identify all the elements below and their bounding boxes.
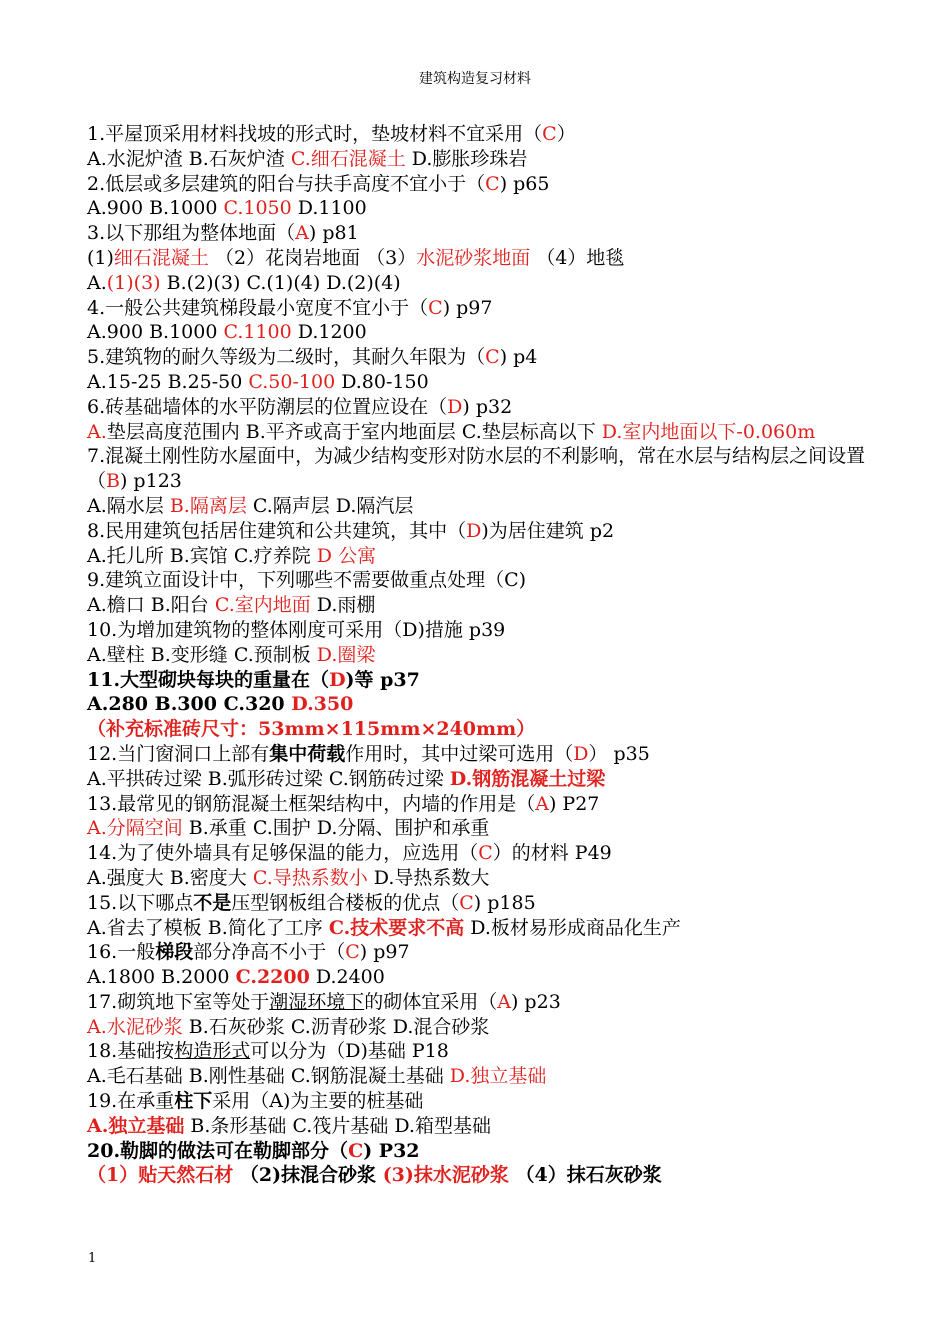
line-text: 10.为增加建筑物的整体刚度可采用（D)措施 p39 [87,618,506,641]
line-text: 12.当门窗洞口上部有 [87,742,270,765]
line-text: 8.民用建筑包括居住建筑和公共建筑，其中（ [87,519,467,542]
line-text: ) p81 [308,222,359,245]
text-line [87,717,872,742]
line-text: )为居住建筑 p2 [481,519,615,542]
line-text: A.280 B.300 C.320 [87,693,292,716]
line-text: B.石灰砂浆 C.沥青砂浆 D.混合砂浆 [182,1015,490,1038]
line-text: ) p4 [499,346,538,369]
answer-text: D [573,742,589,765]
answer-text: A [295,222,309,245]
line-text: 20.勒脚的做法可在勒脚部分（ [87,1139,349,1162]
line-text: B.(2)(3) C.(1)(4) D.(2)(4) [160,271,401,294]
answer-text: C [542,123,557,145]
answer-text: A. [87,420,107,443]
answer-text: C [459,891,474,914]
line-text: ) p65 [499,172,550,195]
line-text: D.板材易形成商品化生产 [464,916,681,939]
line-text: 1.平屋顶采用材料找坡的形式时，垫坡材料不宜采用（ [87,123,543,145]
line-text: (1) [87,246,114,269]
answer-text: D 公寓 [316,544,377,567]
text-line [87,792,872,817]
text-line [87,420,872,445]
answer-text: C.1100 [223,321,292,344]
text-line [87,345,872,370]
text-line [87,742,872,767]
answer-text: A.水泥砂浆 [87,1015,183,1038]
answer-text: C.技术要求不高 [328,916,465,939]
text-line [87,668,872,693]
line-text: （2）花岗岩地面 （3） [208,246,417,269]
line-text: 垫层高度范围内 B.平齐或高于室内地面层 C.垫层标高以下 [106,420,602,443]
line-text: 梯段 [155,941,194,964]
line-text: 可以分为（D)基础 P18 [250,1040,449,1063]
text-line [87,494,872,519]
document-body [87,122,872,1188]
line-text: ） [556,123,576,145]
line-text: ) p123 [119,470,182,493]
line-text: ) P27 [548,792,600,815]
answer-text: C.2200 [235,966,310,989]
answer-text: C.1050 [223,197,292,220]
text-line [87,444,872,494]
answer-text: D.独立基础 [449,1065,547,1088]
answer-text: B.隔离层 [169,494,247,517]
line-text: ) p23 [510,990,561,1013]
line-text: 19.在承重 [87,1090,175,1113]
text-line [87,271,872,296]
answer-text: D.钢筋混凝土过梁 [449,767,606,790]
line-text: 5.建筑物的耐久等级为二级时，其耐久年限为（ [87,346,486,369]
line-text: A.水泥炉渣 B.石灰炉渣 [87,147,291,170]
line-text: ) p97 [442,296,493,319]
line-text: A. [87,271,107,294]
line-text: 16.一般 [87,941,156,964]
line-text: 集中荷载 [269,742,346,765]
line-text: A.15-25 B.25-50 [87,370,249,393]
answer-text: D [329,668,346,691]
text-line [87,1139,872,1164]
line-text: 18.基础按 [87,1040,175,1063]
answer-text: 水泥砂浆地面 [416,246,531,269]
text-line [87,370,872,395]
line-text: D.导热系数大 [367,866,490,889]
line-text: ) p97 [359,941,410,964]
line-text: D.1200 [291,321,367,344]
line-text: 作用时，其中过梁可选用（ [345,742,574,765]
text-line [87,519,872,544]
line-text: ) p185 [473,891,536,914]
text-line [87,147,872,172]
line-text: A.毛石基础 B.刚性基础 C.钢筋混凝土基础 [87,1065,450,1088]
text-line [87,221,872,246]
text-line [87,320,872,345]
line-text: A.托儿所 B.宾馆 C.疗养院 [87,544,317,567]
text-line [87,990,872,1015]
line-text: B.承重 C.围护 D.分隔、围护和承重 [182,817,490,840]
line-text: 部分净高不小于（ [193,941,346,964]
line-text: ） p35 [588,742,650,765]
page-header: 建筑构造复习材料 [419,71,531,87]
line-text: 17.砌筑地下室等处于 [87,990,270,1013]
line-text: A.隔水层 [87,494,170,517]
text-line [87,544,872,569]
answer-text: A.独立基础 [87,1114,185,1137]
line-text: 2.低层或多层建筑的阳台与扶手高度不宜小于（ [87,172,486,195]
line-text: 6.砖基础墙体的水平防潮层的位置应设在（ [87,395,448,418]
line-text: A.900 B.1000 [87,321,224,344]
answer-text: (1)(3) [106,271,161,294]
text-line [87,172,872,197]
line-text: 不是 [193,891,232,914]
answer-text: D.室内地面以下-0.060m [601,420,816,443]
text-line [87,866,872,891]
line-text: 7.混凝土刚性防水屋面中，为减少结构变形对防水层的不利影响，常在水层与结构层之间设置（ [87,445,866,493]
text-line [87,568,872,593]
answer-text: D.350 [291,693,354,716]
line-text: 3.以下那组为整体地面（ [87,222,296,245]
text-line [87,1163,872,1188]
line-text: A.平拱砖过梁 B.弧形砖过梁 C.钢筋砖过梁 [87,767,450,790]
line-text: 潮湿环境下 [269,990,365,1013]
text-line [87,122,872,147]
line-text: A.1800 B.2000 [87,966,236,989]
answer-text: 细石混凝土 [113,246,209,269]
answer-text: A.分隔空间 [87,817,183,840]
answer-text: C.细石混凝土 [290,147,406,170]
line-text: 采用（A)为主要的桩基础 [212,1090,424,1113]
line-text: 9.建筑立面设计中，下列哪些不需要做重点处理（C) [87,569,527,592]
line-text: A.省去了模板 B.简化了工序 [87,916,329,939]
line-text: A.强度大 B.密度大 [87,866,253,889]
text-line [87,940,872,965]
text-line [87,296,872,321]
answer-text: (3)抹水泥砂浆 [382,1164,509,1187]
answer-text: A [535,792,549,815]
answer-text: B [106,470,120,493]
page-number: 1 [88,1251,97,1266]
line-text: 柱下 [174,1090,213,1113]
line-text: 13.最常见的钢筋混凝土框架结构中，内墙的作用是（ [87,792,536,815]
answer-text: C [348,1139,364,1162]
text-line [87,1114,872,1139]
line-text: D.1100 [291,197,367,220]
line-text: 构造形式 [174,1040,251,1063]
line-text: D.雨棚 [310,594,376,617]
text-line [87,1015,872,1040]
line-text: )等 p37 [345,668,420,691]
text-line [87,767,872,792]
text-line [87,965,872,990]
answer-text: C [485,346,500,369]
line-text: （4）地毯 [530,246,625,269]
answer-text: （1）贴天然石材 [87,1164,234,1187]
line-text: A.壁柱 B.变形缝 C.预制板 [87,643,317,666]
text-line [87,1039,872,1064]
answer-text: D.圈梁 [316,643,376,666]
answer-text: C.室内地面 [214,594,311,617]
line-text: A.檐口 B.阳台 [87,594,215,617]
answer-text: C [428,296,443,319]
text-line [87,841,872,866]
line-text: 14.为了使外墙具有足够保温的能力，应选用（ [87,842,479,865]
answer-text: C [485,172,500,195]
text-line [87,246,872,271]
text-line [87,1089,872,1114]
answer-text: （补充标准砖尺寸：53mm×115mm×240mm） [87,718,536,741]
line-text: B.条形基础 C.筏片基础 D.箱型基础 [184,1114,491,1137]
text-line [87,395,872,420]
text-line [87,196,872,221]
answer-text: C.导热系数小 [252,866,368,889]
answer-text: D [466,519,482,542]
text-line [87,593,872,618]
line-text: ）的材料 P49 [492,842,612,865]
text-line [87,643,872,668]
line-text: 11.大型砌块每块的重量在（ [87,668,330,691]
text-line [87,1064,872,1089]
text-line [87,816,872,841]
text-line [87,692,872,717]
answer-text: C [478,842,493,865]
line-text: D.2400 [309,966,385,989]
line-text: 压型钢板组合楼板的优点（ [231,891,460,914]
line-text: ) P32 [363,1139,420,1162]
line-text: （4）抹石灰砂浆 [508,1164,662,1187]
line-text: D.膨胀珍珠岩 [405,147,528,170]
line-text: 15.以下哪点 [87,891,194,914]
answer-text: C [345,941,360,964]
line-text: A.900 B.1000 [87,197,224,220]
line-text: C.隔声层 D.隔汽层 [246,494,414,517]
answer-text: C.50-100 [248,370,336,393]
line-text: （2)抹混合砂浆 [233,1164,383,1187]
answer-text: D [447,395,463,418]
text-line [87,916,872,941]
line-text: 的砌体宜采用（ [364,990,498,1013]
text-line [87,618,872,643]
line-text: D.80-150 [335,370,429,393]
line-text: ) p32 [462,395,513,418]
answer-text: A [497,990,511,1013]
line-text: 4.一般公共建筑梯段最小宽度不宜小于（ [87,296,429,319]
text-line [87,891,872,916]
